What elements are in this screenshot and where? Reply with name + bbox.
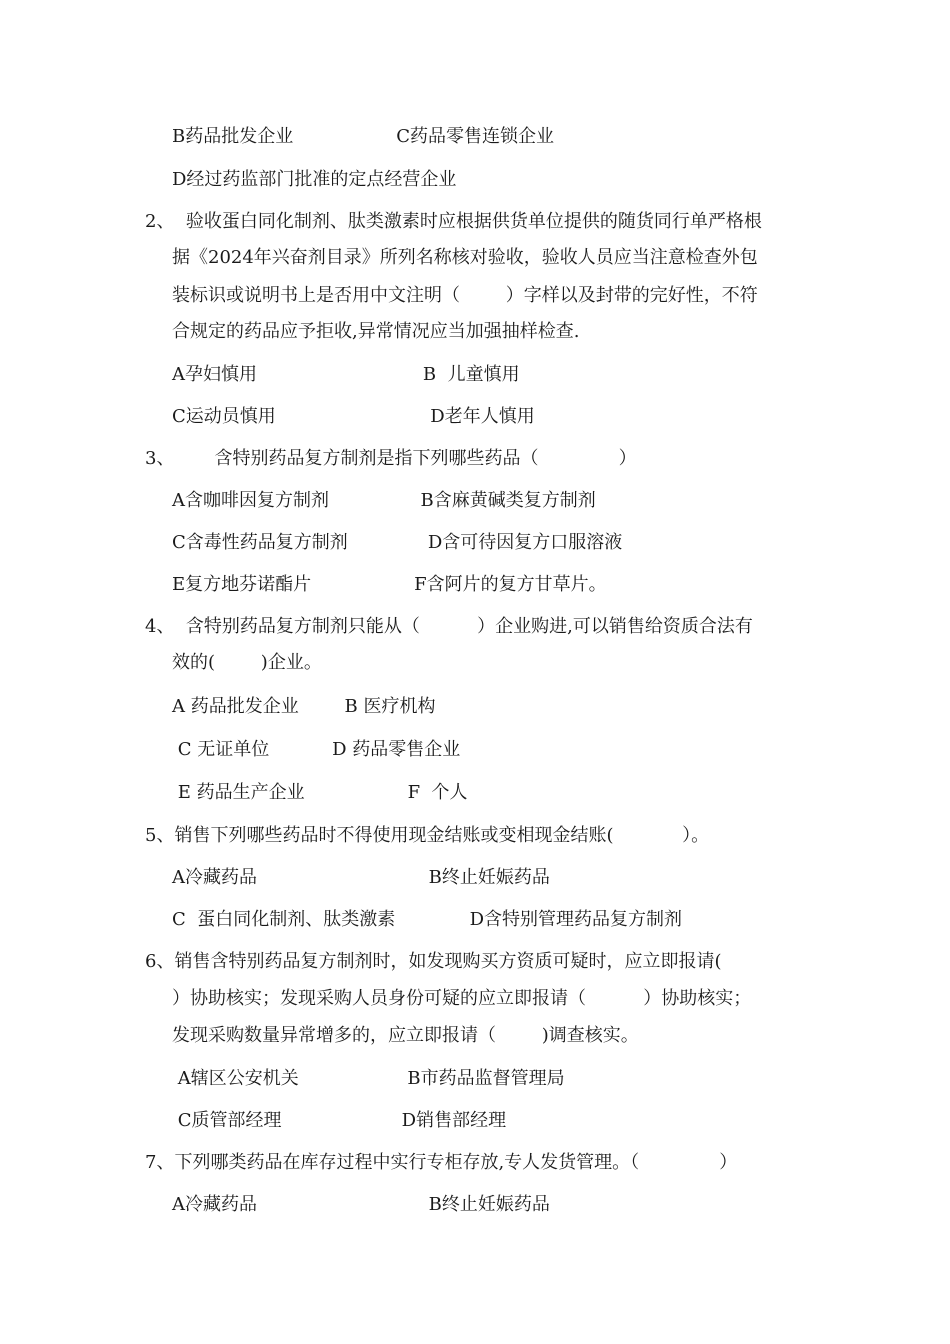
question-2-options-c-d: C运动员慎用 D老年人慎用 <box>172 406 535 427</box>
question-5-text: 5、销售下列哪些药品时不得使用现金结账或变相现金结账( ）。 <box>145 825 710 846</box>
question-6-options-a-b: A辖区公安机关 B市药品监督管理局 <box>172 1068 565 1089</box>
question-2-options-a-b: A孕妇慎用 B 儿童慎用 <box>172 364 520 385</box>
question-4-options-c-d: C 无证单位 D 药品零售企业 <box>172 739 461 760</box>
question-5-options-c-d: C 蛋白同化制剂、肽类激素 D含特别管理药品复方制剂 <box>172 909 683 930</box>
question-4-options-e-f: E 药品生产企业 F 个人 <box>172 782 468 803</box>
question-5-options-a-b: A冷藏药品 B终止妊娠药品 <box>172 867 550 888</box>
question-3-options-a-b: A含咖啡因复方制剂 B含麻黄碱类复方制剂 <box>172 490 596 511</box>
question-2-line-2: 据《2024年兴奋剂目录》所列名称核对验收，验收人员应当注意检查外包 <box>172 247 758 268</box>
question-4-line-2: 效的( )企业。 <box>172 652 322 673</box>
question-3-options-c-d: C含毒性药品复方制剂 D含可待因复方口服溶液 <box>172 532 623 553</box>
question-6-line-2: ）协助核实；发现采购人员身份可疑的应立即报请（ ）协助核实； <box>172 988 752 1009</box>
question-4-line-1: 4、 含特别药品复方制剂只能从（ ）企业购进,可以销售给资质合法有 <box>145 616 753 637</box>
question-6-options-c-d: C质管部经理 D销售部经理 <box>172 1110 507 1131</box>
question-6-line-1: 6、销售含特别药品复方制剂时，如发现购买方资质可疑时，应立即报请( <box>145 951 722 972</box>
option-line-b-c: B药品批发企业 C药品零售连锁企业 <box>172 126 554 147</box>
question-3-text: 3、 含特别药品复方制剂是指下列哪些药品（ ） <box>145 448 637 469</box>
question-3-options-e-f: E复方地芬诺酯片 F含阿片的复方甘草片。 <box>172 574 607 595</box>
option-line-d: D经过药监部门批准的定点经营企业 <box>172 169 457 190</box>
question-4-options-a-b: A 药品批发企业 B 医疗机构 <box>172 696 436 717</box>
question-6-line-3: 发现采购数量异常增多的，应立即报请（ )调查核实。 <box>172 1025 639 1046</box>
question-7-text: 7、下列哪类药品在库存过程中实行专柜存放,专人发货管理。（ ） <box>145 1152 738 1173</box>
question-2-line-4: 合规定的药品应予拒收,异常情况应当加强抽样检查. <box>172 321 580 342</box>
question-7-options-a-b: A冷藏药品 B终止妊娠药品 <box>172 1194 550 1215</box>
question-2-line-3: 装标识或说明书上是否用中文注明（ ）字样以及封带的完好性，不符 <box>172 285 758 306</box>
question-2-line-1: 2、 验收蛋白同化制剂、肽类激素时应根据供货单位提供的随货同行单严格根 <box>145 211 762 232</box>
